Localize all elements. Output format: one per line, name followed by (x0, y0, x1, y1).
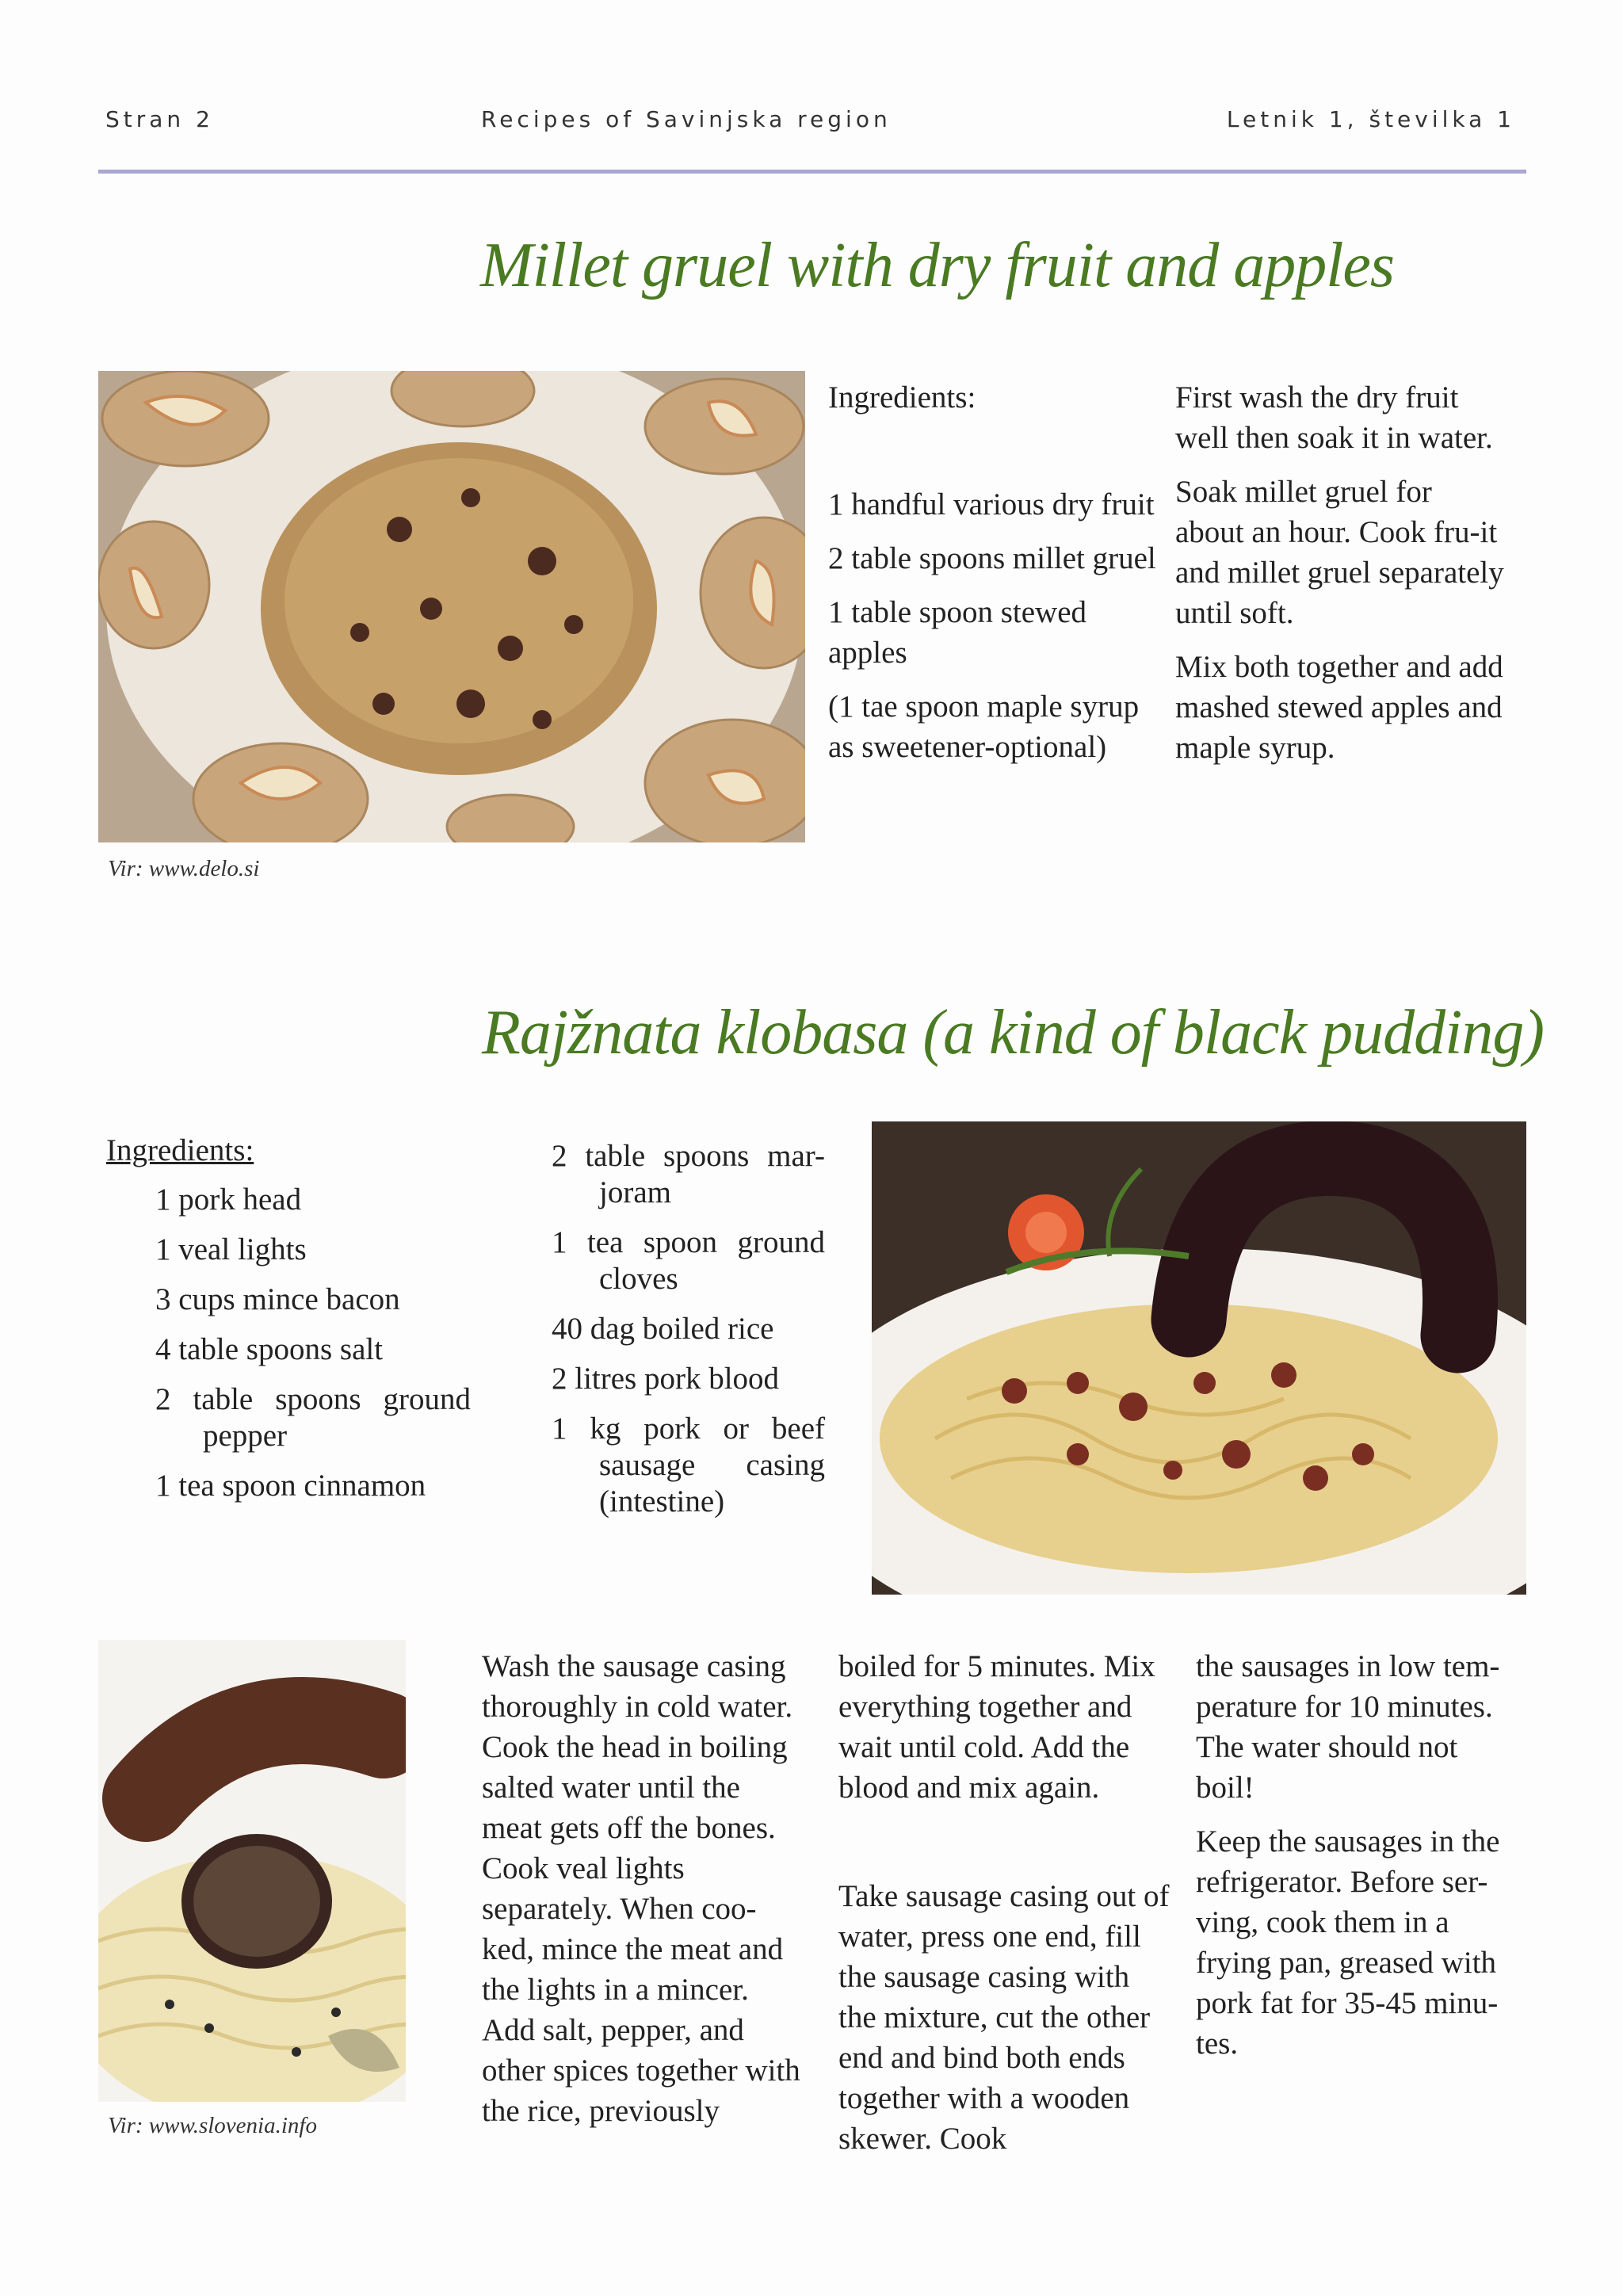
ingredient-item: 2 table spoons ground pepper (155, 1382, 471, 1453)
ingredient-item: 1 tea spoon ground cloves (552, 1225, 825, 1296)
ingredient-item: 4 table spoons salt (155, 1332, 384, 1366)
instruction-paragraph: First wash the dry fruit well then soak it in water. (1175, 380, 1493, 455)
instruction-paragraph: Wash the sausage casing thoroughly in cold water. Cook the head in boiling salted water until the meat gets off the bones. Cook veal lights separately. When coo-ked, mince the meat and the lights in a mincer. Add salt, pepper, and other spices together with the rice, previously (482, 1649, 800, 2128)
issue-number: Letnik 1, številka 1 (1226, 106, 1515, 132)
ingredient-item: (1 tae spoon maple syrup as sweetener-optional) (828, 690, 1140, 764)
header-divider (98, 170, 1526, 174)
photo-caption-millet: Vir: www.delo.si (108, 856, 260, 881)
ingredient-item: 1 table spoon stewed apples (828, 595, 1087, 670)
instruction-paragraph: Mix both together and add mashed stewed apples and maple syrup. (1175, 650, 1503, 765)
rajznata-instructions-col2 (838, 1646, 1171, 2159)
ingredient-item: 1 veal lights (155, 1232, 307, 1266)
ingredients-heading: Ingredients: (106, 1133, 254, 1167)
millet-ingredients (828, 377, 1161, 767)
rajznata-instructions-col1 (482, 1646, 807, 2131)
rajznata-ingredients-col1 (106, 1130, 471, 1518)
black-pudding-plate-photo (872, 1121, 1526, 1595)
ingredient-item: 3 cups mince bacon (155, 1282, 400, 1316)
millet-instructions (1175, 377, 1508, 768)
page-number: Stran 2 (105, 106, 214, 132)
rajznata-instructions-col3 (1196, 1646, 1521, 2064)
ingredients-heading: Ingredients: (828, 380, 976, 415)
instruction-paragraph: Keep the sausages in the refrigerator. Before ser-ving, cook them in a frying pan, greased with pork fat for 35-45 minu-tes. (1196, 1824, 1500, 2061)
ingredient-item: 40 dag boiled rice (552, 1312, 774, 1346)
recipe-title-rajznata: Rajžnata klobasa (a kind of black pudding) (482, 998, 1545, 1068)
ingredient-item: 2 litres pork blood (552, 1362, 780, 1396)
ingredient-item: 2 table spoons mar-joram (552, 1139, 825, 1209)
ingredient-item: 1 handful various dry fruit (828, 487, 1155, 521)
photo-caption-sausage: Vir: www.slovenia.info (108, 2113, 317, 2138)
instruction-paragraph: Soak millet gruel for about an hour. Cook fru-it and millet gruel separately until soft. (1175, 475, 1504, 630)
black-pudding-sliced-photo (98, 1640, 406, 2102)
ingredient-item: 1 kg pork or beef sausage casing (intestine) (552, 1412, 825, 1519)
millet-gruel-photo (98, 371, 805, 842)
ingredient-item: 1 pork head (155, 1182, 302, 1217)
instruction-paragraph: boiled for 5 minutes. Mix everything together and wait until cold. Add the blood and mix again. (838, 1649, 1155, 1805)
ingredient-item: 1 tea spoon cinnamon (155, 1469, 426, 1503)
ingredient-item: 2 table spoons millet gruel (828, 541, 1156, 575)
newsletter-title: Recipes of Savinjska region (481, 106, 892, 132)
rajznata-ingredients-col2 (552, 1138, 825, 1534)
recipe-title-millet: Millet gruel with dry fruit and apples (480, 231, 1395, 300)
instruction-paragraph: Take sausage casing out of water, press one end, fill the sausage casing with the mixture, cut the other end and bind both ends together with a wooden skewer. Cook (838, 1879, 1170, 2156)
instruction-paragraph: the sausages in low tem-perature for 10 minutes. The water should not boil! (1196, 1649, 1500, 1805)
